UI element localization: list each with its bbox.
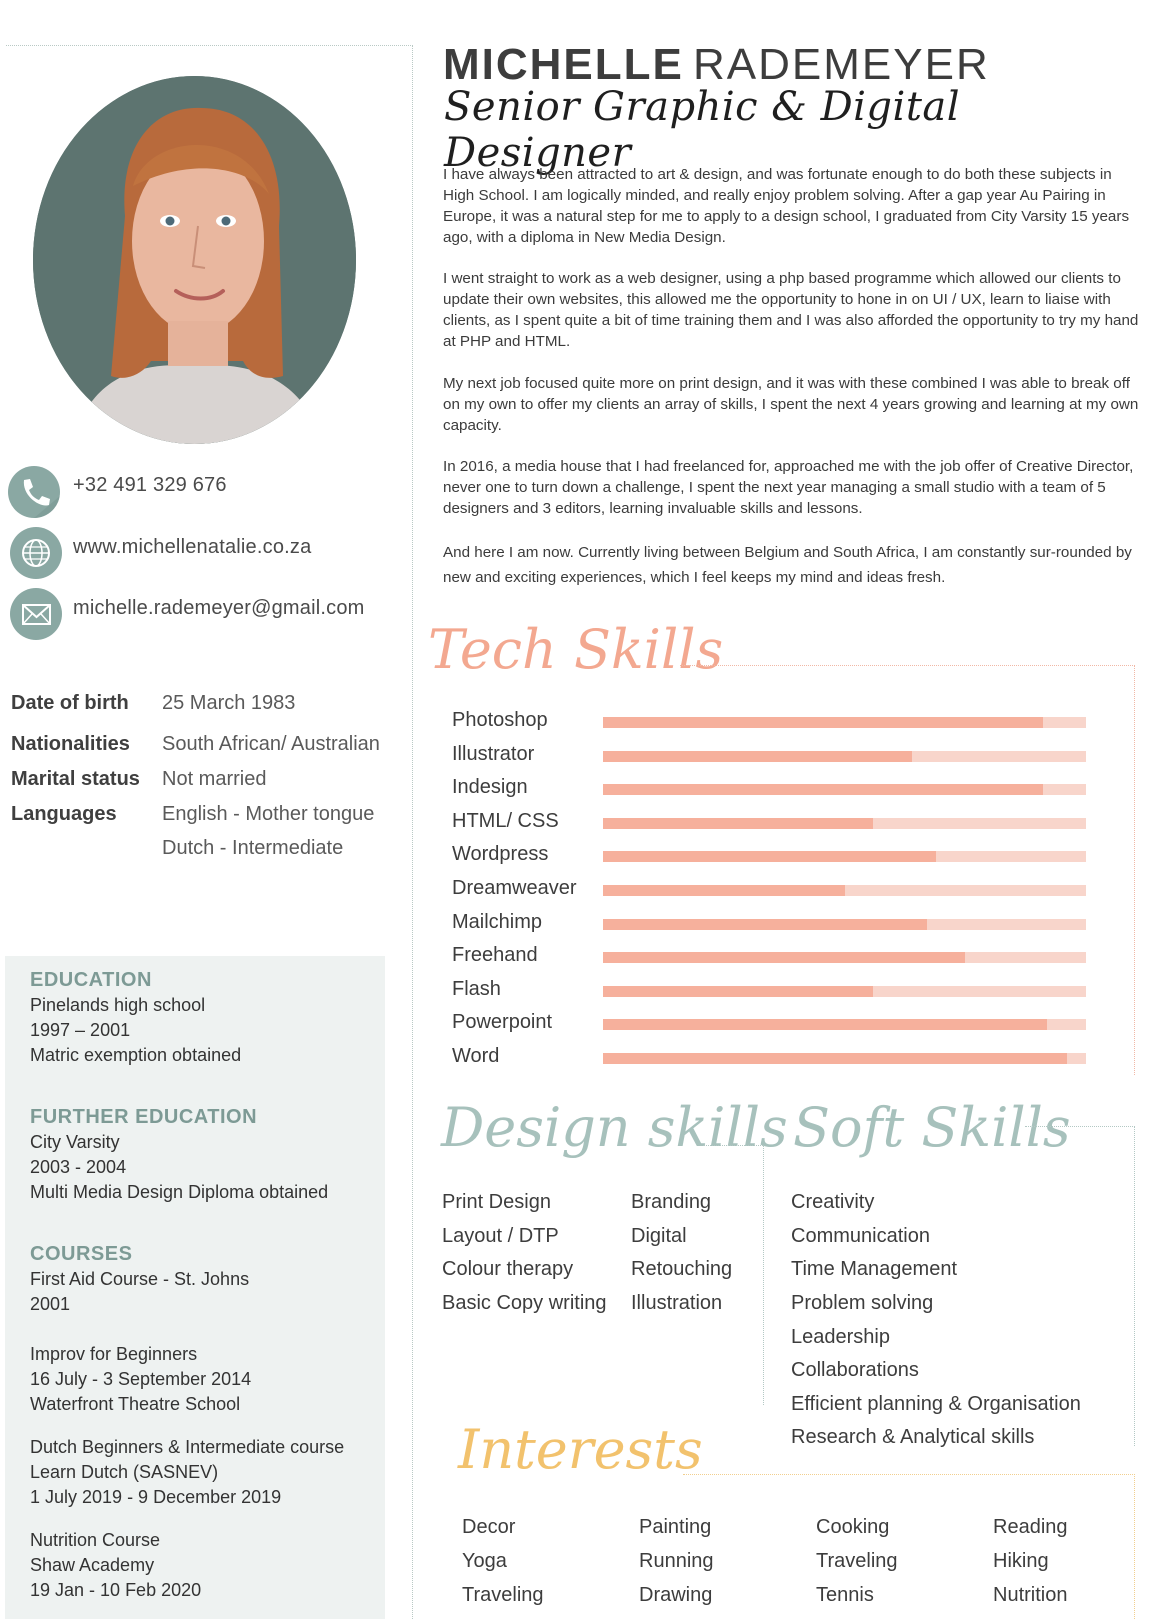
tech-skill-name: Flash: [452, 977, 501, 1000]
course-line: 19 Jan - 10 Feb 2020: [30, 1580, 202, 1600]
interest-item: Yoga: [462, 1550, 507, 1572]
soft-skill-item: Research & Analytical skills: [791, 1426, 1035, 1448]
tech-skill-name: Wordpress: [452, 843, 549, 866]
tech-skill-bar-fill: [603, 751, 912, 762]
courses-heading: COURSES: [30, 1243, 133, 1265]
tech-skill-name: Dreamweaver: [452, 877, 577, 899]
tech-skill-name: HTML/ CSS: [452, 809, 559, 832]
tech-skill-name: Photoshop: [452, 709, 548, 731]
tech-skill-bar: [603, 885, 1086, 896]
tech-skill-bar-fill: [603, 919, 927, 930]
tech-skill-bar: [603, 818, 1086, 829]
tech-skill-bar: [603, 919, 1086, 930]
interests-heading: Interests: [458, 1418, 703, 1481]
bio-paragraph: My next job focused quite more on print design, and it was with these combined I was able to break off on my own to offer my clients an array of skills, I spent the next 4 years growing and learning at my own capacity.: [443, 375, 1139, 434]
further-education-line: City Varsity: [30, 1132, 120, 1152]
interest-item: Running: [639, 1550, 714, 1572]
tech-skill-name: Powerpoint: [452, 1011, 553, 1034]
design-skill-item: Digital: [631, 1225, 687, 1247]
design-skill-item: Illustration: [631, 1292, 723, 1314]
marital-value: Not married: [162, 768, 267, 790]
course-line: Nutrition Course: [30, 1530, 161, 1550]
course-line: 16 July - 3 September 2014: [30, 1369, 252, 1389]
tech-skill-bar: [603, 1053, 1086, 1064]
tech-skill-name: Mailchimp: [452, 910, 543, 933]
course-line: Learn Dutch (SASNEV): [30, 1462, 219, 1482]
bio-paragraph: I went straight to work as a web designer, using a php based programme which allowed our clients to update their own websites, this allowed me the opportunity to hone in on UI / UX, learn to liaise with clients, as I spent quite a bit of time training them and I was also afforded the opportunity to try my hand at PHP and HTML.: [443, 270, 1139, 350]
tech-skills-heading: Tech Skills: [428, 618, 724, 681]
education-heading: EDUCATION: [30, 969, 152, 991]
further-education-line: Multi Media Design Diploma obtained: [30, 1182, 329, 1202]
dob-value: 25 March 1983: [162, 692, 296, 714]
tech-skill-bar: [603, 952, 1086, 963]
further-education-line: 2003 - 2004: [30, 1157, 127, 1177]
tech-skill-bar: [603, 751, 1086, 762]
tech-skill-bar: [603, 851, 1086, 862]
contact-website[interactable]: www.michellenatalie.co.za: [73, 536, 312, 558]
language-item: Dutch - Intermediate: [162, 837, 344, 859]
tech-skill-bar-fill: [603, 717, 1043, 728]
first-name: MICHELLE: [443, 40, 684, 89]
tech-skill-bar: [603, 784, 1086, 795]
last-name: RADEMEYER: [693, 40, 990, 89]
contact-phone[interactable]: +32 491 329 676: [73, 474, 227, 496]
course-line: 1 July 2019 - 9 December 2019: [30, 1487, 282, 1507]
tech-skill-bar-fill: [603, 851, 936, 862]
interest-item: Tennis: [816, 1584, 874, 1606]
tech-skill-bar-fill: [603, 784, 1043, 795]
design-skills-heading: Design skills: [441, 1096, 788, 1159]
interest-item: Reading: [993, 1516, 1068, 1538]
bio-paragraph: And here I am now. Currently living between Belgium and South Africa, I am constantly sur-rounded by new and exciting experiences, which I feel keeps my mind and ideas fresh.: [443, 544, 1132, 586]
soft-skill-item: Problem solving: [791, 1292, 934, 1314]
course-line: Improv for Beginners: [30, 1344, 198, 1364]
soft-skills-divider-vertical: [1134, 1126, 1135, 1446]
course-line: First Aid Course - St. Johns: [30, 1269, 250, 1289]
interest-item: Nutrition: [993, 1584, 1068, 1606]
portrait-illustration: [33, 76, 356, 444]
soft-skill-item: Efficient planning & Organisation: [791, 1393, 1081, 1415]
languages-label: Languages: [11, 803, 117, 825]
tech-skill-name: Illustrator: [452, 742, 535, 765]
tech-skill-name: Word: [452, 1045, 500, 1067]
nationality-value: South African/ Australian: [162, 733, 380, 755]
design-skill-item: Branding: [631, 1191, 712, 1213]
mail-icon: [10, 588, 62, 640]
soft-skill-item: Time Management: [791, 1258, 957, 1280]
interest-item: Painting: [639, 1516, 712, 1538]
soft-skill-item: Leadership: [791, 1326, 890, 1348]
interest-item: Traveling: [462, 1584, 544, 1606]
course-line: 2001: [30, 1294, 71, 1314]
interest-item: Hiking: [993, 1550, 1049, 1572]
education-line: Matric exemption obtained: [30, 1045, 242, 1065]
language-item: English - Mother tongue: [162, 803, 375, 825]
design-skills-divider-vertical: [763, 1145, 764, 1405]
bio-paragraph: In 2016, a media house that I had freelanced for, approached me with the job offer of Creative Director, never one to turn down a challenge, I spent the next year managing a small studio with a team of 5 designers and 3 editors, learning invaluable skills and lessons.: [443, 458, 1134, 517]
bio-paragraph: I have always been attracted to art & design, and was fortunate enough to do both these subjects in High School. I am logically minded, and really enjoy problem solving. After a gap year Au Pairing in Europe, it was a natural step for me to apply to a design school, I graduated from City Varsity 15 years ago, with a diploma in New Media Design.: [443, 166, 1130, 246]
course-line: Shaw Academy: [30, 1555, 155, 1575]
tech-skill-bar: [603, 986, 1086, 997]
tech-skills-divider-vertical: [1134, 665, 1135, 1075]
interest-item: Drawing: [639, 1584, 713, 1606]
design-skill-item: Layout / DTP: [442, 1225, 559, 1247]
globe-icon: [10, 527, 62, 579]
design-skill-item: Basic Copy writing: [442, 1292, 607, 1314]
tech-skill-bar-fill: [603, 1053, 1067, 1064]
education-line: 1997 – 2001: [30, 1020, 131, 1040]
design-skill-item: Retouching: [631, 1258, 733, 1280]
design-skill-item: Colour therapy: [442, 1258, 574, 1280]
nationality-label: Nationalities: [11, 733, 130, 755]
contact-email[interactable]: michelle.rademeyer@gmail.com: [73, 597, 365, 619]
course-line: Dutch Beginners & Intermediate course: [30, 1437, 345, 1457]
tech-skill-bar-fill: [603, 986, 873, 997]
soft-skill-item: Collaborations: [791, 1359, 919, 1381]
design-skill-item: Print Design: [442, 1191, 551, 1213]
tech-skill-bar-fill: [603, 1019, 1047, 1030]
soft-skill-item: Creativity: [791, 1191, 875, 1213]
tech-skill-bar-fill: [603, 885, 845, 896]
soft-skills-divider: [1025, 1126, 1135, 1127]
tech-skill-name: Freehand: [452, 944, 538, 967]
tech-skill-name: Indesign: [452, 776, 528, 799]
tech-skills-divider: [680, 665, 1135, 666]
profile-photo: [33, 76, 356, 444]
interest-item: Decor: [462, 1516, 516, 1538]
further-education-heading: FURTHER EDUCATION: [30, 1106, 258, 1128]
course-line: Waterfront Theatre School: [30, 1394, 241, 1414]
marital-label: Marital status: [11, 768, 140, 790]
interests-divider: [683, 1474, 1135, 1475]
tech-skill-bar-fill: [603, 818, 873, 829]
soft-skills-heading: Soft Skills: [793, 1096, 1071, 1159]
tech-skill-bar: [603, 1019, 1086, 1030]
interest-item: Cooking: [816, 1516, 890, 1538]
education-panel: [5, 956, 385, 1619]
tech-skill-bar: [603, 717, 1086, 728]
dob-label: Date of birth: [11, 692, 129, 714]
soft-skill-item: Communication: [791, 1225, 930, 1247]
job-title: Senior Graphic & Digital Designer: [444, 84, 961, 176]
phone-icon: [8, 466, 60, 518]
column-divider: [412, 45, 413, 1619]
tech-skill-bar-fill: [603, 952, 965, 963]
interest-item: Traveling: [816, 1550, 898, 1572]
interests-divider-vertical: [1134, 1474, 1135, 1619]
education-line: Pinelands high school: [30, 995, 206, 1015]
design-skills-divider: [703, 1145, 763, 1146]
top-divider: [6, 45, 411, 46]
